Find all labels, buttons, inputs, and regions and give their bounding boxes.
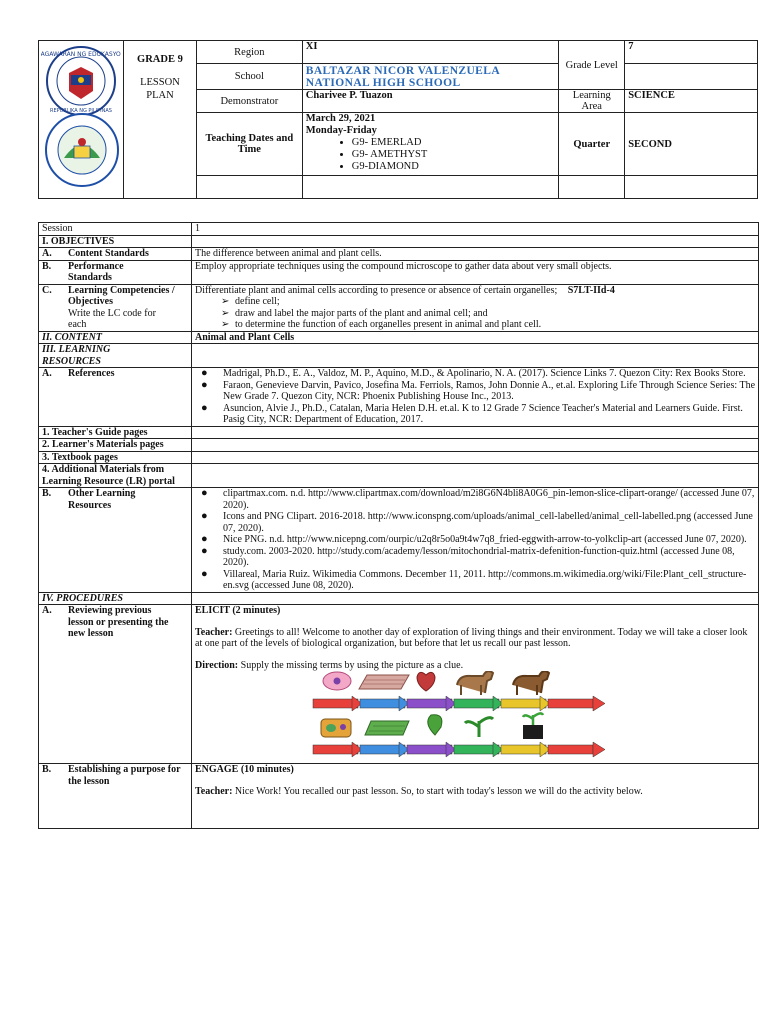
- plant-icon: [465, 718, 493, 737]
- arrow-segment: [548, 699, 593, 708]
- reference-item: ● Asuncion, Alvie J., Ph.D., Catalan, Maria Helen D.H. et.al. K to 12 Grade 7 Science Teacher's Material and Learners Guide. First. Pasig City, NCR: Department of Education, 2017.: [223, 403, 755, 426]
- review-lesson-label: [39, 605, 192, 764]
- levels-of-organization-picture: [195, 671, 755, 763]
- blank-cell: [625, 64, 758, 90]
- demonstrator-label: Demonstrator: [196, 90, 302, 113]
- blank-cell: [196, 176, 302, 199]
- demonstrator-value: Charivee P. Tuazon: [302, 90, 559, 113]
- arrow-segment: [407, 699, 452, 708]
- arrow-segment: [454, 699, 499, 708]
- animal-levels-arrow: [313, 696, 605, 711]
- item-letter: C.: [42, 284, 52, 296]
- item-letter: B.: [42, 488, 52, 499]
- objective-item: ➢ draw and label the major parts of the plant and animal cell; and: [235, 308, 755, 320]
- teacher-label: Teacher:: [195, 626, 233, 638]
- item-label: Establishing a purpose for the lesson: [68, 764, 181, 787]
- reference-list: [195, 368, 755, 426]
- references-label: [39, 368, 192, 427]
- engage-cell: [192, 764, 759, 829]
- section-item: • G9-DIAMOND: [352, 161, 556, 173]
- learning-competencies-label: [39, 284, 192, 331]
- arrow-segment: [501, 745, 546, 754]
- grade-level-value: 7: [625, 41, 758, 64]
- elicit-text: Greetings to all! Welcome to another day of exploration of living things and their environment. Today we will take a closer look at one part of the levels of biological organization, but before that let us recall our past lesson.: [195, 626, 748, 649]
- other-reference-list: [195, 488, 755, 592]
- potted-plant-icon: [523, 713, 543, 739]
- direction-label: Direction:: [195, 659, 239, 671]
- additional-materials-label: 4. Additional Materials from Learning Resource (LR) portal: [39, 464, 192, 488]
- elicit-title: ELICIT (2 minutes): [195, 605, 281, 616]
- section-item: • G9- EMERLAD: [352, 137, 556, 149]
- item-label: Learning Competencies / Objectives: [68, 284, 175, 307]
- lc-code: S7LT-IId-4: [567, 284, 615, 296]
- arrow-head: [593, 742, 605, 757]
- blank-cell: [192, 426, 759, 439]
- engage-title: ENGAGE (10 minutes): [195, 764, 294, 775]
- biological-organization-diagram: [195, 671, 755, 763]
- session-label: Session: [39, 223, 192, 236]
- school-label: School: [196, 64, 302, 90]
- teachers-guide-label: 1. Teacher's Guide pages: [39, 426, 192, 439]
- svg-text:KAGAWARAN NG EDUKASYON: KAGAWARAN NG EDUKASYON: [41, 51, 121, 58]
- establish-purpose-label: [39, 764, 192, 829]
- session-value: 1: [192, 223, 759, 236]
- blank-cell: [192, 451, 759, 464]
- other-resources-value: [192, 488, 759, 593]
- quarter-value: SECOND: [625, 113, 758, 176]
- content-value: Animal and Plant Cells: [192, 331, 759, 344]
- svg-text:REPUBLIKA NG PILIPINAS: REPUBLIKA NG PILIPINAS: [50, 108, 112, 114]
- item-letter: A.: [42, 368, 52, 379]
- elicit-cell: [192, 605, 759, 764]
- content-standards-label: [39, 248, 192, 261]
- blank-cell: [302, 176, 559, 199]
- performance-standards-value: Employ appropriate techniques using the compound microscope to gather data about very small objects.: [192, 260, 759, 284]
- objective-item: ➢ to determine the function of each organelles present in animal and plant cell.: [235, 319, 755, 331]
- arrow-segment: [454, 745, 499, 754]
- blank-cell: [192, 344, 759, 368]
- objective-list: [195, 296, 755, 331]
- arrow-segment: [360, 745, 405, 754]
- header-table: [38, 40, 758, 199]
- dates-label: Teaching Dates and Time: [196, 113, 302, 176]
- learning-resources-heading: III. LEARNING RESOURCES: [39, 344, 192, 368]
- reference-item: ● Faraon, Genevieve Darvin, Pavico, Josefina Ma. Ferriols, Ramos, John Donnie A., et.al. Exploring Life Through Science Series: The New Grade 7. Quezon City, NCR: Phoenix Publishing House Inc., 2013.: [223, 380, 755, 403]
- lesson-plan-label: LESSON PLAN: [140, 77, 180, 101]
- item-label: References: [68, 368, 115, 379]
- reference-item: ● Icons and PNG Clipart. 2016-2018. http://www.iconspng.com/uploads/animal_cell-labelled/animal_cell-labelled.png (accessed June 07, 2020).: [223, 511, 755, 534]
- direction-text: Supply the missing terms by using the picture as a clue.: [240, 659, 464, 671]
- learning-area-label: Learning Area: [559, 90, 625, 113]
- item-letter: A.: [42, 248, 52, 259]
- horse-icon: [457, 671, 493, 695]
- school-seal-icon: [42, 112, 122, 188]
- section-list: [306, 137, 556, 173]
- grade-lesson-box: [124, 41, 197, 199]
- arrow-segment: [501, 699, 546, 708]
- plant-tissue-icon: [365, 721, 409, 735]
- blank-cell: [192, 439, 759, 452]
- item-letter: B.: [42, 260, 52, 272]
- arrow-segment: [313, 699, 358, 708]
- section-item: • G9- AMETHYST: [352, 149, 556, 161]
- region-label: Region: [196, 41, 302, 64]
- arrow-head: [593, 696, 605, 711]
- region-value: XI: [302, 41, 559, 64]
- plant-levels-arrow: [313, 742, 605, 757]
- learning-area-value: SCIENCE: [625, 90, 758, 113]
- blank-cell: [625, 176, 758, 199]
- textbook-pages-label: 3. Textbook pages: [39, 451, 192, 464]
- reference-item: ● study.com. 2003-2020. http://study.com/academy/lesson/mitochondrial-matrix-defenition-function-quiz.html (accessed June 08, 2020).: [223, 546, 755, 569]
- blank-cell: [192, 592, 759, 605]
- learning-competencies-value: [192, 284, 759, 331]
- arrow-segment: [313, 745, 358, 754]
- horse-icon: [513, 671, 549, 695]
- school-value: BALTAZAR NICOR VALENZUELA NATIONAL HIGH SCHOOL: [302, 64, 559, 90]
- grade-label: GRADE 9: [137, 54, 183, 65]
- quarter-label: Quarter: [559, 113, 625, 176]
- tissue-icon: [359, 675, 409, 689]
- content-heading: II. CONTENT: [39, 331, 192, 344]
- lc-note: Write the LC code for each: [68, 307, 156, 330]
- item-letter: A.: [42, 605, 52, 616]
- objective-item: ➢ define cell;: [235, 296, 755, 308]
- reference-item: ● clipartmax.com. n.d. http://www.clipartmax.com/download/m2i8G6N4bli8A0G6_pin-lemon-slice-clipart-orange/ (accessed June 07, 2020).: [223, 488, 755, 511]
- blank-cell: [192, 235, 759, 248]
- animal-cell-icon: [323, 672, 351, 690]
- lc-text: Differentiate plant and animal cells according to presence or absence of certain organelles;: [195, 284, 558, 296]
- reference-item: ● Villareal, Maria Ruiz. Wikimedia Commons. December 11, 2011. http://commons.m.wikimedia.org/wiki/File:Plant_cell_structure-en.svg (accessed June 08, 2020).: [223, 569, 755, 592]
- dates-value: [302, 113, 559, 176]
- item-label: Other Learning Resources: [68, 488, 136, 511]
- references-value: [192, 368, 759, 427]
- plant-cell-icon: [321, 719, 351, 737]
- item-label: Content Standards: [68, 248, 149, 259]
- blank-cell: [192, 464, 759, 488]
- procedures-heading: IV. PROCEDURES: [39, 592, 192, 605]
- engage-text: Nice Work! You recalled our past lesson. So, to start with today's lesson we will do the activity below.: [234, 785, 643, 797]
- learners-materials-label: 2. Learner's Materials pages: [39, 439, 192, 452]
- item-letter: B.: [42, 764, 52, 775]
- lesson-plan-table: [38, 222, 759, 829]
- reference-item: ● Madrigal, Ph.D., E. A., Valdoz, M. P., Aquino, M.D., & Apolinario, N. A. (2017). Science Links 7. Quezon City: Rex Books Store.: [223, 368, 755, 380]
- content-standards-value: The difference between animal and plant cells.: [192, 248, 759, 261]
- grade-level-label: Grade Level: [559, 41, 625, 90]
- arrow-segment: [360, 699, 405, 708]
- blank-cell: [559, 176, 625, 199]
- leaf-organ-icon: [428, 715, 442, 735]
- day-line: Monday-Friday: [305, 125, 377, 136]
- objectives-heading: I. OBJECTIVES: [39, 235, 192, 248]
- reference-item: ● Nice PNG. n.d. http://www.nicepng.com/ourpic/u2q8r5o0a9t4w7q8_fried-eggwith-arrow-to-yolkclip-art (accessed June 07, 2020).: [223, 534, 755, 546]
- item-label: Reviewing previous lesson or presenting the new lesson: [68, 605, 169, 639]
- arrow-segment: [548, 745, 593, 754]
- other-resources-label: [39, 488, 192, 593]
- performance-standards-label: [39, 260, 192, 284]
- date-line: March 29, 2021: [305, 113, 376, 124]
- heart-organ-icon: [417, 672, 435, 691]
- arrow-segment: [407, 745, 452, 754]
- item-label: Performance Standards: [68, 260, 124, 283]
- teacher-label: Teacher:: [195, 785, 233, 797]
